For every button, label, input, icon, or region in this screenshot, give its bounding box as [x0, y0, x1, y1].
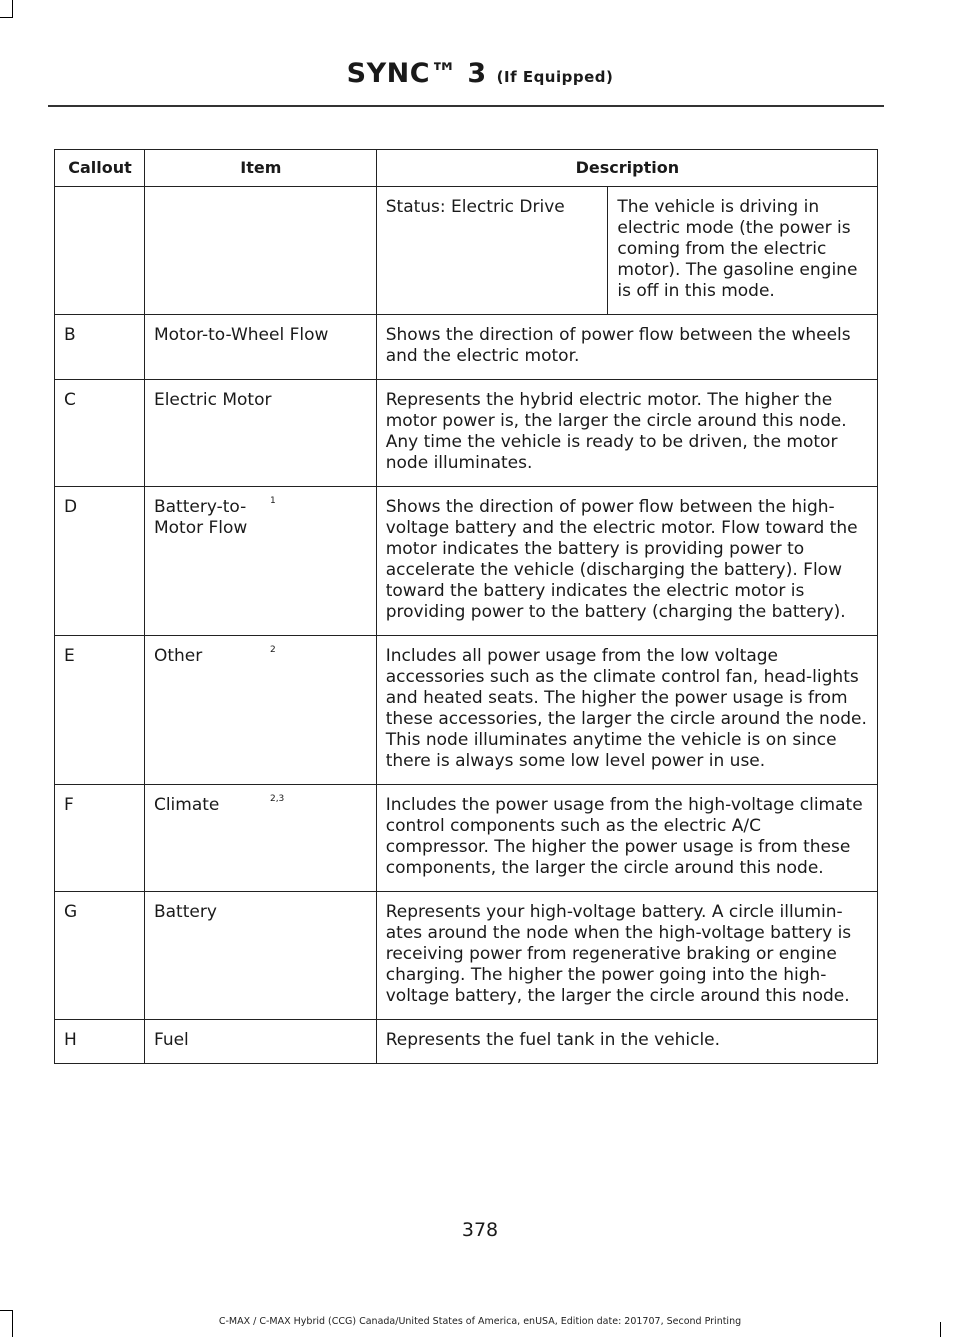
description-cell: Represents the fuel tank in the vehicle. [376, 1020, 877, 1064]
callout-cell: D [55, 487, 145, 636]
description-cell: Represents your high-voltage battery. A circle illumin-ates around the node when the high-voltage battery is receiving power from regenerative braking or engine charging. The higher the power going into the high-voltage battery, the larger the circle around this node. [376, 892, 877, 1020]
table-row [55, 187, 878, 315]
item-label: Electric Motor [153, 390, 272, 410]
table-row [55, 1020, 878, 1064]
crop-mark-top-left [0, 17, 13, 18]
column-header-callout: Callout [55, 150, 145, 187]
page-header [0, 58, 960, 89]
item-cell [144, 892, 376, 1020]
callout-cell: F [55, 785, 145, 892]
item-cell [144, 1020, 376, 1064]
footnote-marker: 2,3 [269, 794, 285, 804]
crop-mark-top-left [12, 0, 13, 18]
item-cell [144, 380, 376, 487]
status-description: The vehicle is driving in electric mode (the power is coming from the electric motor). The gasoline engine is off in this mode. [608, 187, 878, 315]
callout-cell: B [55, 315, 145, 380]
description-cell: Includes all power usage from the low voltage accessories such as the climate control fan, head-lights and heated seats. The higher the power usage is from these accessories, the larger the circle around the node. This node illuminates anytime the vehicle is on since there is always some low level power in use. [376, 636, 877, 785]
item-label: Battery [153, 902, 217, 922]
table-row [55, 892, 878, 1020]
item-label: Fuel [153, 1030, 189, 1050]
table-row [55, 487, 878, 636]
item-label: Battery-to-Motor Flow [153, 497, 248, 538]
table-cell [55, 187, 145, 315]
column-header-item: Item [144, 150, 376, 187]
table-header-row [55, 150, 878, 187]
table-cell [144, 187, 376, 315]
item-cell [144, 487, 376, 636]
crop-mark-bottom-left [0, 1310, 13, 1311]
table-row [55, 785, 878, 892]
description-cell: Represents the hybrid electric motor. The higher the motor power is, the larger the circle around this node. Any time the vehicle is ready to be driven, the motor node illuminates. [376, 380, 877, 487]
column-header-description: Description [376, 150, 877, 187]
header-divider [48, 105, 884, 107]
item-label: Other [153, 646, 203, 666]
item-cell [144, 785, 376, 892]
header-title: SYNC™ 3 [346, 58, 487, 89]
callout-cell: E [55, 636, 145, 785]
description-cell: Shows the direction of power flow between the wheels and the electric motor. [376, 315, 877, 380]
description-cell: Includes the power usage from the high-voltage climate control components such as the electric A/C compressor. The higher the power usage is from these components, the larger the circle around this node. [376, 785, 877, 892]
footnote-marker: 1 [269, 496, 276, 506]
status-item: Status: Electric Drive [376, 187, 608, 315]
item-label: Climate [153, 795, 220, 815]
footnote-marker: 2 [269, 645, 276, 655]
table-row [55, 380, 878, 487]
description-cell: Shows the direction of power flow between the high-voltage battery and the electric motor. Flow toward the motor indicates the battery is providing power to accelerate the vehicle (discharging the battery). Flow toward the battery indicates the electric motor is providing power to the battery (charging the battery). [376, 487, 877, 636]
power-flow-table [54, 149, 878, 1064]
table-row [55, 636, 878, 785]
item-label: Motor-to-Wheel Flow [153, 325, 329, 345]
header-subtitle: (If Equipped) [496, 68, 614, 86]
item-cell [144, 315, 376, 380]
page-number: 378 [461, 1219, 499, 1241]
item-cell [144, 636, 376, 785]
page-footer: C-MAX / C-MAX Hybrid (CCG) Canada/United States of America, enUSA, Edition date: 201707, Second Printing [218, 1316, 742, 1327]
callout-cell: H [55, 1020, 145, 1064]
callout-cell: C [55, 380, 145, 487]
callout-cell: G [55, 892, 145, 1020]
table-row [55, 315, 878, 380]
